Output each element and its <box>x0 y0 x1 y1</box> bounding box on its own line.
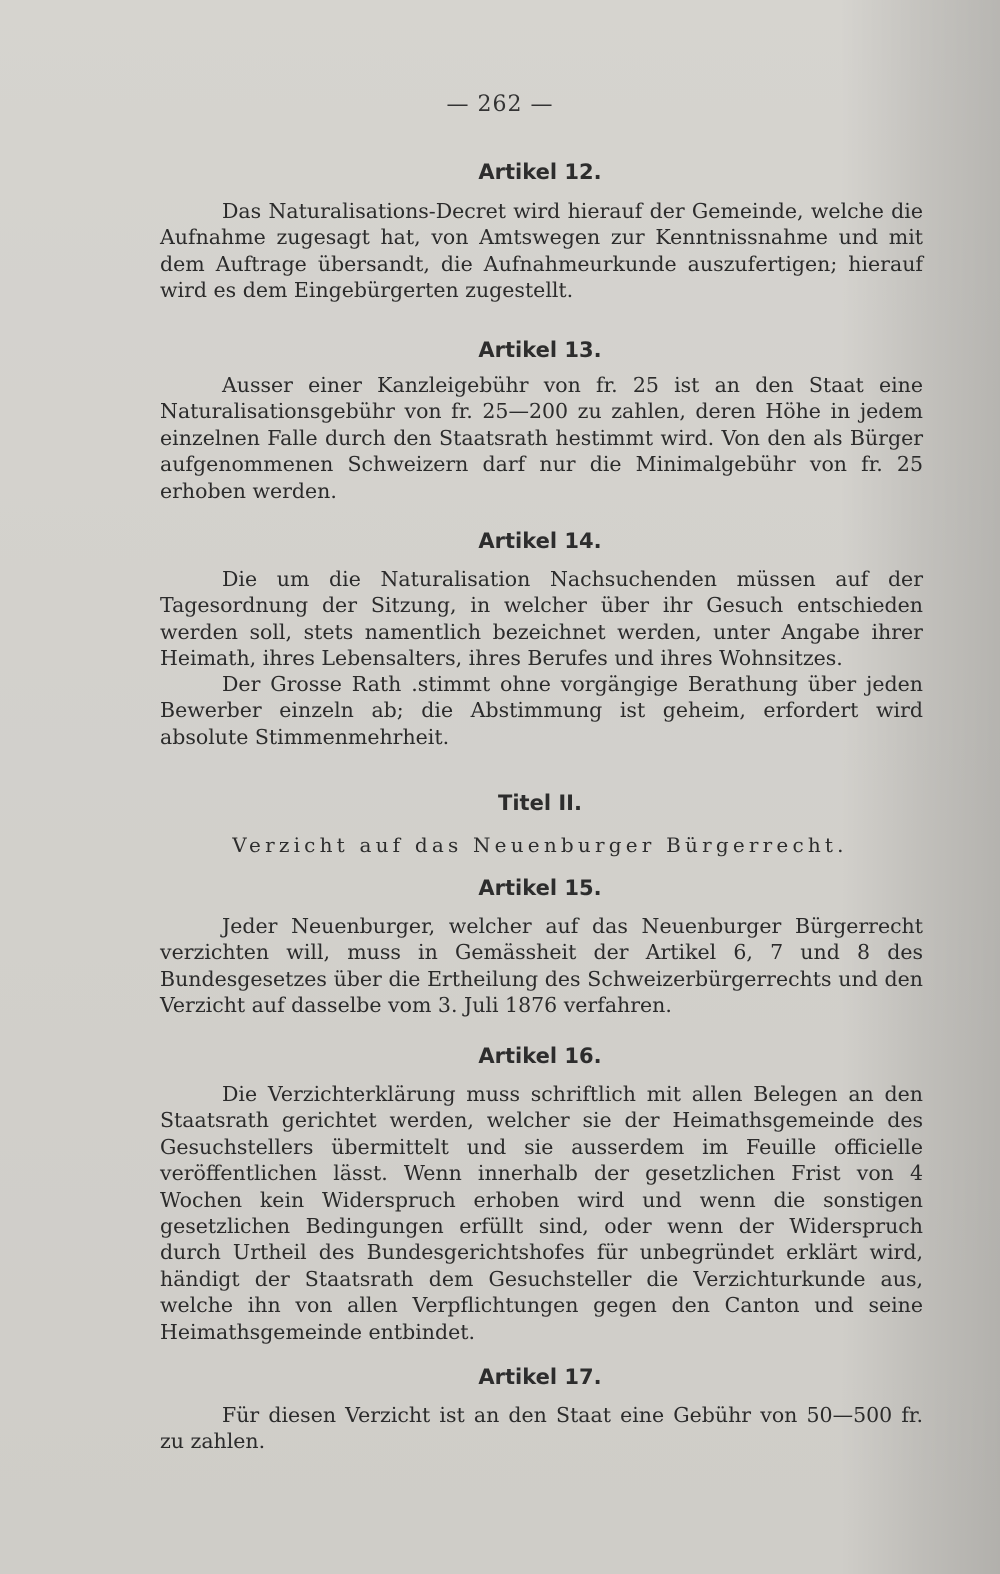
article-15-heading: Artikel 15. <box>478 876 602 900</box>
article-12-paragraph: Das Naturalisations-Decret wird hierauf der Gemeinde, welche die Aufnahme zugesagt hat, von Amtswegen zur Kenntnissnahme und mit dem Auftrage übersandt, die Aufnahmeurkunde auszufertigen; hierauf wird es dem Eingebürgerten zugestellt. <box>160 199 923 303</box>
title-2-heading: Titel II. <box>498 791 582 815</box>
article-16-heading: Artikel 16. <box>478 1044 602 1068</box>
article-14-paragraph-1: Die um die Naturalisation Nachsuchenden müssen auf der Tagesordnung der Sitzung, in welcher über ihr Gesuch entschieden werden soll, stets namentlich bezeichnet werden, unter Angabe ihrer Heimath, ihres Lebensalters, ihres Berufes und ihres Wohnsitzes. <box>160 567 923 671</box>
article-14-paragraph-2: Der Grosse Rath .stimmt ohne vorgängige Berathung über jeden Bewerber einzeln ab; die Abstimmung ist geheim, erfordert wird absolute Stimmenmehrheit. <box>160 672 923 749</box>
article-13-paragraph: Ausser einer Kanzleigebühr von fr. 25 ist an den Staat eine Naturalisationsgebühr von fr. 25—200 zu zahlen, deren Höhe in jedem einzelnen Falle durch den Staatsrath hestimmt wird. Von den als Bürger aufgenommenen Schweizern darf nur die Minimalgebühr von fr. 25 erhoben werden. <box>160 373 923 503</box>
page-number: — 262 — <box>446 92 554 117</box>
article-17-paragraph: Für diesen Verzicht ist an den Staat eine Gebühr von 50—500 fr. zu zahlen. <box>160 1403 923 1454</box>
article-14-heading: Artikel 14. <box>478 529 602 553</box>
article-13-heading: Artikel 13. <box>478 338 602 362</box>
article-12-heading: Artikel 12. <box>478 160 602 184</box>
title-2-subtitle: Verzicht auf das Neuenburger Bürgerrecht. <box>232 833 848 857</box>
article-17-heading: Artikel 17. <box>478 1365 602 1389</box>
article-16-paragraph: Die Verzichterklärung muss schriftlich mit allen Belegen an den Staatsrath gerichtet werden, welcher sie der Heimathsgemeinde des Gesuchstellers übermittelt und sie ausserdem im Feuille officielle veröffentlichen lässt. Wenn innerhalb der gesetzlichen Frist von 4 Wochen kein Widerspruch erhoben wird und wenn die sonstigen gesetzlichen Bedingungen erfüllt sind, oder wenn der Widerspruch durch Urtheil des Bundesgerichtshofes für unbegründet erklärt wird, händigt der Staatsrath dem Gesuchsteller die Verzichturkunde aus, welche ihn von allen Verpflichtungen gegen den Canton und seine Heimathsgemeinde entbindet. <box>160 1082 923 1344</box>
article-15-paragraph: Jeder Neuenburger, welcher auf das Neuenburger Bürgerrecht verzichten will, muss in Gemässheit der Artikel 6, 7 und 8 des Bundesgesetzes über die Ertheilung des Schweizerbürgerrechts und den Verzicht auf dasselbe vom 3. Juli 1876 verfahren. <box>160 914 923 1018</box>
